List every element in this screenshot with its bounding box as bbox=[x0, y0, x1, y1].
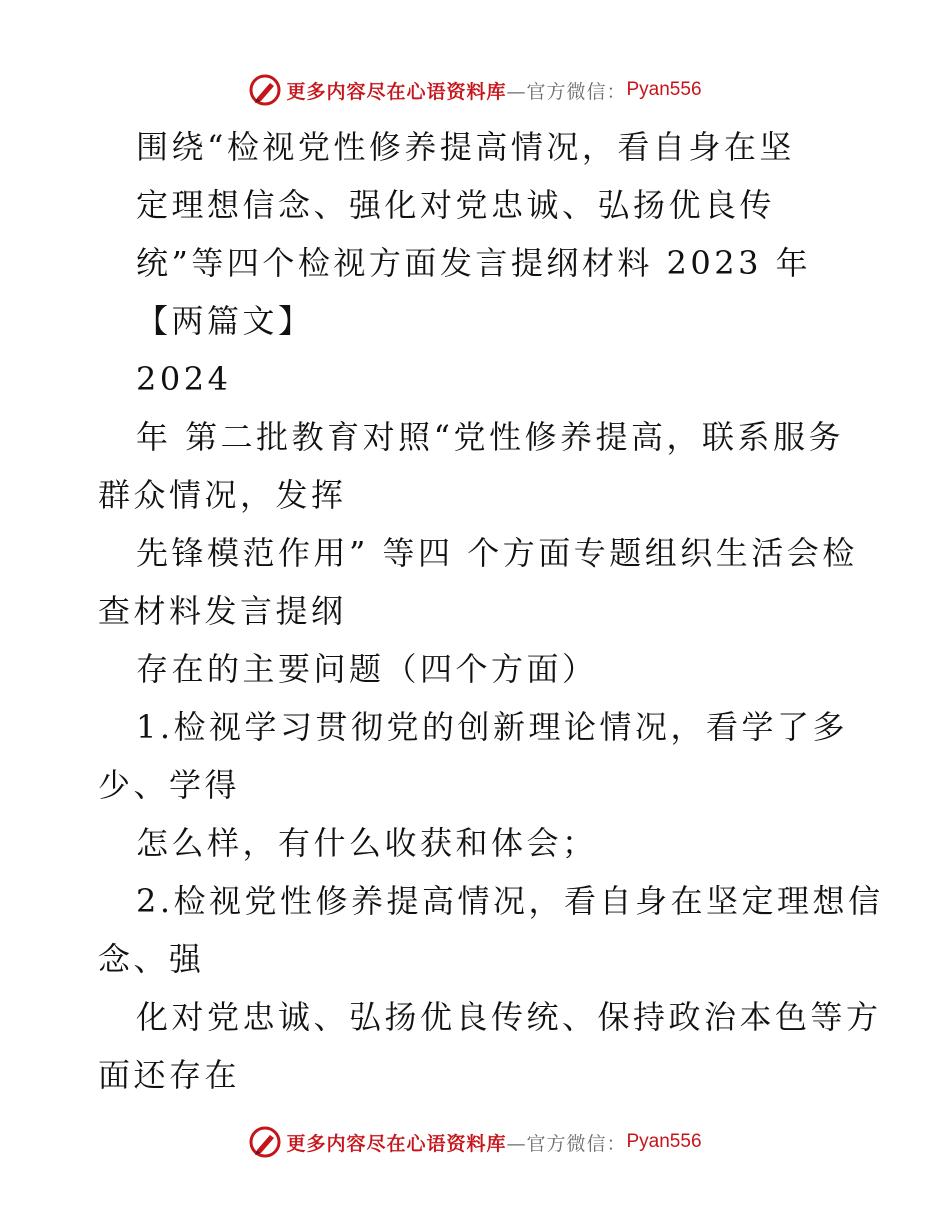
paragraph-line: 查材料发言提纲 bbox=[98, 592, 347, 630]
paragraph-line: 年 第二批教育对照“党性修养提高，联系服务 bbox=[136, 418, 845, 456]
watermark-separator: —官方微信： bbox=[506, 80, 627, 103]
list-item-1: 1.检视学习贯彻党的创新理论情况，看学了多 bbox=[136, 708, 849, 746]
watermark-wechat-id: Pyan556 bbox=[626, 79, 702, 100]
title-line-4: 【两篇文】 bbox=[136, 302, 314, 340]
title-line-2: 定理想信念、强化对党忠诚、弘扬优良传 bbox=[136, 186, 776, 224]
list-item-2-cont: 念、强 bbox=[98, 940, 205, 978]
watermark-separator: —官方微信： bbox=[506, 1132, 627, 1155]
list-item-1-cont: 怎么样，有什么收获和体会； bbox=[136, 824, 598, 862]
pen-logo-icon bbox=[248, 1125, 282, 1159]
watermark-brand: 更多内容尽在心语资料库 bbox=[286, 80, 507, 103]
list-item-2-cont: 面还存在 bbox=[98, 1056, 241, 1094]
title-line-1: 围绕“检视党性修养提高情况，看自身在坚 bbox=[136, 128, 795, 166]
watermark-brand: 更多内容尽在心语资料库 bbox=[286, 1132, 507, 1155]
watermark-wechat-id: Pyan556 bbox=[626, 1131, 702, 1152]
section-heading: 存在的主要问题（四个方面） bbox=[136, 650, 598, 688]
paragraph-line: 先锋模范作用” 等四 个方面专题组织生活会检 bbox=[136, 534, 858, 572]
title-line-3: 统”等四个检视方面发言提纲材料 2023 年 bbox=[136, 244, 812, 282]
paragraph-line: 群众情况，发挥 bbox=[98, 476, 347, 514]
header-watermark bbox=[0, 70, 950, 110]
document-body bbox=[98, 118, 884, 1104]
list-item-1-cont: 少、学得 bbox=[98, 766, 241, 804]
footer-watermark bbox=[0, 1122, 950, 1162]
list-item-2: 2.检视党性修养提高情况，看自身在坚定理想信 bbox=[136, 882, 884, 920]
pen-logo-icon bbox=[248, 73, 282, 107]
paragraph-line: 2024 bbox=[136, 360, 232, 398]
list-item-2-cont: 化对党忠诚、弘扬优良传统、保持政治本色等方 bbox=[136, 998, 882, 1036]
